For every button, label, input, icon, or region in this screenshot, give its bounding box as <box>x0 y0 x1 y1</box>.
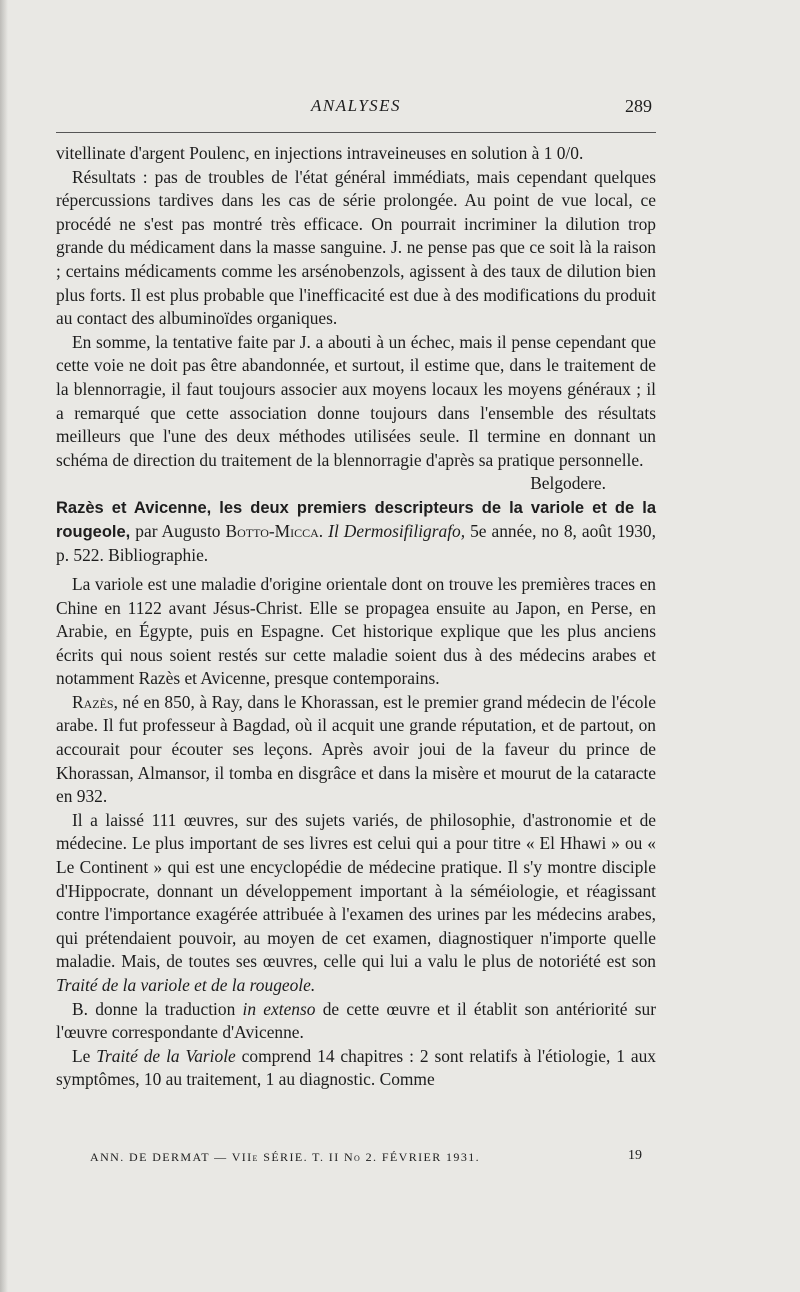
paragraph: Résultats : pas de troubles de l'état général immédiats, mais cependant quelques répercussions tardives dans les cas de série prolongée. Au point de vue local, ce procédé ne s'est pas montré très efficace. On pourrait incriminer la dilution trop grande du médicament dans la masse sanguine. J. ne pense pas que ce soit là la raison ; certains médicaments comme les arsénobenzols, agissent à des taux de dilution bien plus forts. Il est plus probable que l'inefficacité est due à des modifications du produit au contact des albuminoïdes organiques. <box>56 166 656 329</box>
paragraph <box>56 1045 656 1092</box>
page-binding-edge <box>0 0 8 1292</box>
header-rule <box>56 132 656 133</box>
paragraph <box>56 998 656 1045</box>
book-title: Traité de la variole et de la rougeole. <box>56 975 316 995</box>
paragraph-text: né en 850, à Ray, dans le Khorassan, est le premier grand médecin de l'école arabe. Il fut professeur à Bagdad, où il acquit une grande réputation, et de partout, on accourait pour écouter ses leçons. Après avoir joui de la faveur du prince de Khorassan, Almansor, il tomba en disgrâce et dans la misère et mourut de la cataracte en 932. <box>56 691 656 807</box>
page-footer <box>90 1150 650 1165</box>
paragraph: La variole est une maladie d'origine orientale dont on trouve les premières traces en Chine en 1122 avant Jésus-Christ. Elle se propagea ensuite au Japon, en Perse, en Arabie, en Égypte, puis en Espagne. Cet historique explique que les plus anciens écrits qui nous soient restés sur cette maladie soient dus à des médecins arabes et notamment Razès et Avicenne, presque contemporains. <box>56 573 656 689</box>
paragraph-text: En somme, la tentative faite par J. a abouti à un échec, mais il pense cependant que cette voie ne doit pas être abandonnée, et surtout, il estime que, dans le traitement de la blennorragie, il faut toujours associer aux moyens locaux les moyens généraux ; il a remarqué que cette association donne toujours dans l'ensemble des résultats meilleurs que l'une des deux méthodes utilisées seule. Il termine en donnant un schéma de direction du traitement de la blennorragie d'après sa pratique personnelle. <box>56 331 656 470</box>
book-title: Traité de la Variole <box>96 1045 236 1066</box>
paragraph <box>56 331 656 494</box>
paragraph-text: Le <box>72 1045 91 1066</box>
latin-phrase: in extenso <box>242 998 316 1019</box>
paragraph-text: comprend 14 chapitres : 2 sont relatifs à l'étiologie, 1 aux symptômes, 10 au traitement, 1 au diagnostic. Comme <box>56 1045 656 1090</box>
article-citation: 5e année, no 8, août 1930, p. 522. Bibliographie. <box>56 520 656 565</box>
paragraph <box>56 809 656 998</box>
running-header <box>56 96 656 126</box>
paragraph: vitellinate d'argent Poulenc, en injections intraveineuses en solution à 1 0/0. <box>56 143 584 163</box>
article-title: Razès et Avicenne, les deux premiers descripteurs de la variole et de la rougeole, <box>56 498 656 541</box>
journal-footer: ANN. DE DERMAT — VIIe SÉRIE. T. II No 2. FÉVRIER 1931. <box>90 1150 481 1164</box>
paragraph-text: B. donne la traduction <box>72 998 236 1019</box>
reviewer-signature: Belgodere. <box>530 473 606 494</box>
running-title: ANALYSES <box>310 96 402 115</box>
article-journal: Il Dermosifiligrafo, <box>328 520 466 541</box>
page-body <box>56 142 656 1092</box>
paragraph <box>56 691 656 809</box>
article-heading <box>56 496 656 567</box>
paragraph-text: de cette œuvre et il établit son antériorité sur l'œuvre correspondante d'Avicenne. <box>56 998 656 1043</box>
paragraph-text: Il a laissé 111 œuvres, sur des sujets variés, de philosophie, d'astronomie et de médecine. Le plus important de ses livres est celui qui a pour titre « El Hhawi » ou « Le Continent » qui est une encyclopédie de médecine pratique. Il s'y montre disciple d'Hippocrate, donnant un développement important à la séméiologie, et réagissant contre l'importance exagérée attribuée à l'examen des urines par les médecins arabes, qui prétendaient pouvoir, au moyen de cet examen, diagnostiquer n'importe quelle maladie. Mais, de toutes ses œuvres, celle qui lui a valu le plus de notoriété est son <box>56 809 656 972</box>
article-by: par Augusto <box>135 520 221 541</box>
page-number: 289 <box>625 96 652 116</box>
article-author: Botto-Micca. <box>225 520 324 541</box>
signature-folio: 19 <box>628 1148 642 1163</box>
person-name: Razès, <box>72 691 118 712</box>
